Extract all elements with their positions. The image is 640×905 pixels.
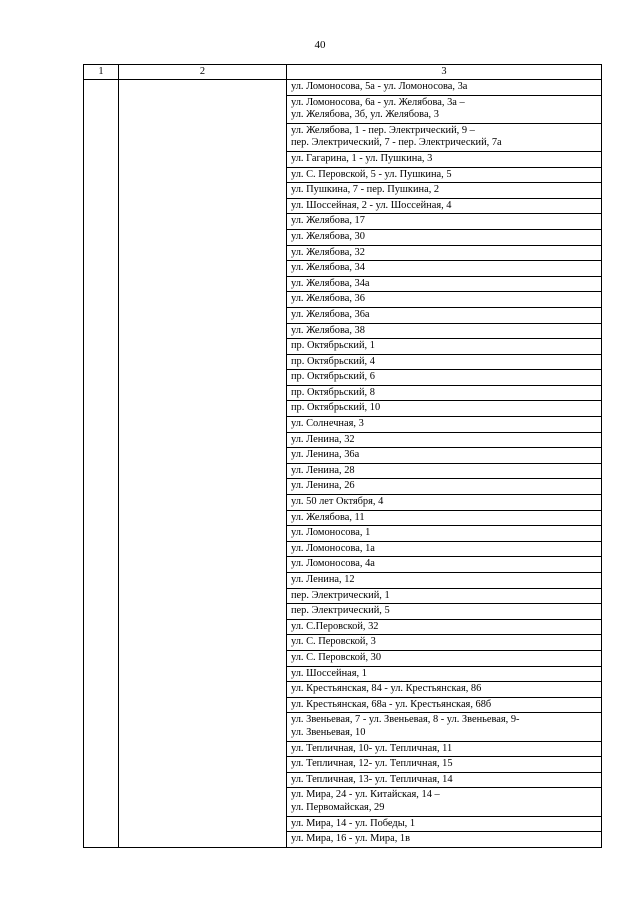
address-cell: ул. Солнечная, 3: [287, 417, 602, 433]
address-cell: ул. Шоссейная, 2 - ул. Шоссейная, 4: [287, 198, 602, 214]
address-cell: ул. Ленина, 12: [287, 573, 602, 589]
address-cell: ул. Ломоносова, 1а: [287, 541, 602, 557]
address-cell: ул. 50 лет Октября, 4: [287, 495, 602, 511]
address-cell: ул. Ленина, 32: [287, 432, 602, 448]
address-cell: пр. Октябрьский, 6: [287, 370, 602, 386]
address-cell: ул. Желябова, 36: [287, 292, 602, 308]
address-cell: пр. Октябрьский, 4: [287, 354, 602, 370]
address-cell: ул. Желябова, 34а: [287, 276, 602, 292]
address-cell: ул. Крестьянская, 84 - ул. Крестьянская, 86: [287, 682, 602, 698]
address-cell: ул. Желябова, 17: [287, 214, 602, 230]
address-cell: ул. С. Перовской, 30: [287, 650, 602, 666]
address-cell: ул. Желябова, 11: [287, 510, 602, 526]
address-cell: ул. Мира, 16 - ул. Мира, 1в: [287, 832, 602, 848]
header-col-2: 2: [119, 65, 287, 80]
address-cell: ул. С.Перовской, 32: [287, 619, 602, 635]
address-cell: пер. Электрический, 1: [287, 588, 602, 604]
address-cell: ул. Крестьянская, 68а - ул. Крестьянская, 68б: [287, 697, 602, 713]
address-cell: пер. Электрический, 5: [287, 604, 602, 620]
address-cell: ул. Ленина, 28: [287, 463, 602, 479]
address-cell: пр. Октябрьский, 8: [287, 385, 602, 401]
address-cell: ул. Тепличная, 12- ул. Тепличная, 15: [287, 757, 602, 773]
address-cell: ул. Мира, 14 - ул. Победы, 1: [287, 816, 602, 832]
address-cell: пр. Октябрьский, 1: [287, 339, 602, 355]
address-cell: ул. Ленина, 36а: [287, 448, 602, 464]
table-row: [84, 80, 602, 96]
address-cell: ул. Желябова, 36а: [287, 307, 602, 323]
address-cell: пр. Октябрьский, 10: [287, 401, 602, 417]
address-cell: ул. Желябова, 38: [287, 323, 602, 339]
address-cell: ул. Желябова, 32: [287, 245, 602, 261]
address-cell: ул. Желябова, 30: [287, 229, 602, 245]
blank-cell-col-1: [84, 80, 119, 848]
address-cell: ул. Желябова, 34: [287, 261, 602, 277]
address-cell: ул. Желябова, 1 - пер. Электрический, 9 – пер. Электрический, 7 - пер. Электрический, 7а: [287, 123, 602, 151]
address-cell: ул. Мира, 24 - ул. Китайская, 14 – ул. Первомайская, 29: [287, 788, 602, 816]
address-cell: ул. Ломоносова, 6а - ул. Желябова, 3а – ул. Желябова, 3б, ул. Желябова, 3: [287, 95, 602, 123]
address-cell: ул. С. Перовской, 5 - ул. Пушкина, 5: [287, 167, 602, 183]
page-number: 40: [314, 39, 326, 51]
blank-cell-col-2: [119, 80, 287, 848]
address-cell: ул. Звеньевая, 7 - ул. Звеньевая, 8 - ул. Звеньевая, 9- ул. Звеньевая, 10: [287, 713, 602, 741]
header-col-3: 3: [287, 65, 602, 80]
address-cell: ул. Гагарина, 1 - ул. Пушкина, 3: [287, 151, 602, 167]
table-header-row: [84, 65, 602, 80]
address-cell: ул. Тепличная, 10- ул. Тепличная, 11: [287, 741, 602, 757]
header-col-1: 1: [84, 65, 119, 80]
address-cell: ул. Тепличная, 13- ул. Тепличная, 14: [287, 772, 602, 788]
address-cell: ул. Ломоносова, 5а - ул. Ломоносова, 3а: [287, 80, 602, 96]
address-cell: ул. Ломоносова, 1: [287, 526, 602, 542]
address-cell: ул. С. Перовской, 3: [287, 635, 602, 651]
address-cell: ул. Ленина, 26: [287, 479, 602, 495]
address-table: [83, 64, 602, 848]
address-cell: ул. Пушкина, 7 - пер. Пушкина, 2: [287, 183, 602, 199]
address-cell: ул. Шоссейная, 1: [287, 666, 602, 682]
address-cell: ул. Ломоносова, 4а: [287, 557, 602, 573]
